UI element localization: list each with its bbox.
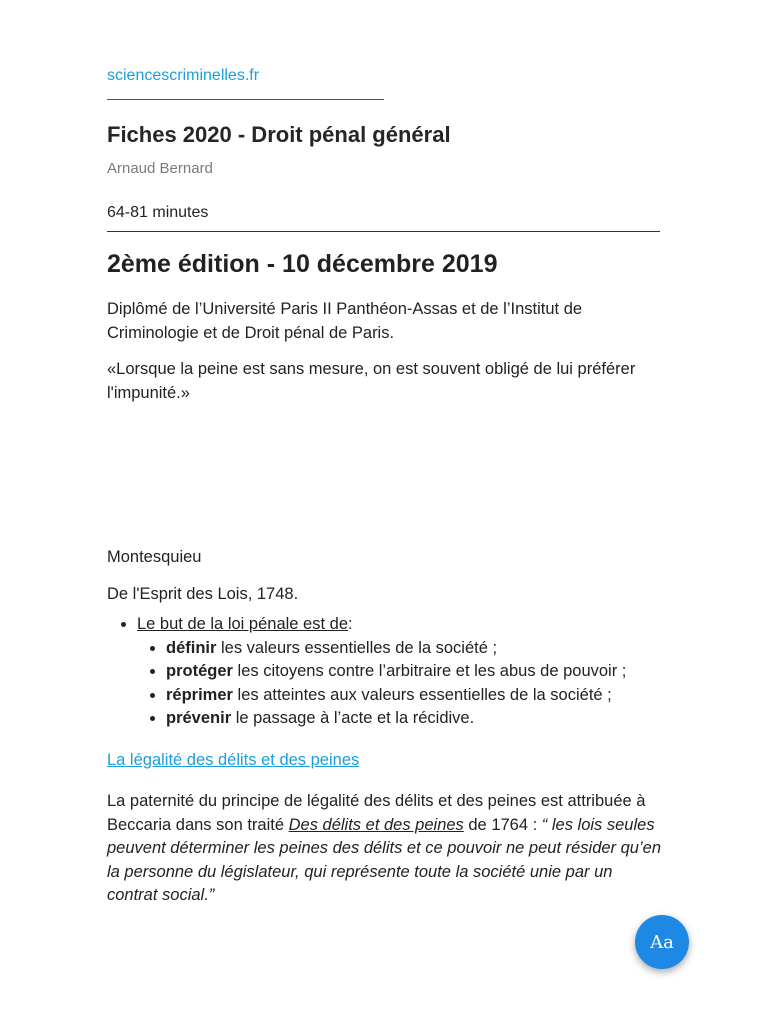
- site-divider: [107, 99, 384, 100]
- item-text: les atteintes aux valeurs essentielles de la société ;: [232, 685, 612, 704]
- item-text: le passage à l’acte et la récidive.: [231, 709, 475, 727]
- blank-space: [107, 405, 663, 546]
- item-text: les citoyens contre l’arbitraire et les abus de pouvoir ;: [232, 662, 627, 680]
- list-item: [166, 660, 663, 684]
- list-intro: Le but de la loi pénale est de: [137, 615, 348, 633]
- item-keyword: prévenir: [166, 709, 232, 727]
- paternite-paragraph: [107, 790, 663, 908]
- edition-heading: 2ème édition - 10 décembre 2019: [107, 250, 498, 278]
- purpose-sublist: [137, 637, 663, 731]
- site-link[interactable]: sciencescriminelles.fr: [107, 67, 260, 84]
- reading-time: 64-81 minutes: [107, 204, 209, 221]
- diploma-paragraph: Diplômé de l’Université Paris II Panthéon-Assas et de l’Institut de Criminologie et de Droit pénal de Paris.: [107, 300, 583, 342]
- section-link-legalite[interactable]: La légalité des délits et des peines: [107, 750, 360, 769]
- document-title: Fiches 2020 - Droit pénal général: [107, 122, 451, 147]
- item-keyword: réprimer: [166, 685, 233, 704]
- quote-source: De l'Esprit des Lois, 1748.: [107, 584, 299, 603]
- purpose-list: [107, 613, 663, 731]
- item-keyword: protéger: [166, 662, 233, 680]
- item-keyword: définir: [166, 638, 217, 657]
- beccaria-quote: “ les lois seules peuvent déterminer les peines des délits et ce pouvoir ne peut résider qu’en la personne du législateur, qui représente toute la société unie par un contrat social.”: [107, 815, 662, 904]
- article-body: [107, 298, 663, 908]
- list-item: [137, 613, 663, 731]
- epigraph-quote: «Lorsque la peine est sans mesure, on est souvent obligé de lui préférer l'impunité.»: [107, 360, 636, 402]
- list-item: [166, 637, 663, 661]
- list-item: [166, 684, 663, 708]
- quote-author: Montesquieu: [107, 548, 202, 566]
- item-text: les valeurs essentielles de la société ;: [216, 638, 498, 657]
- paternite-text: La paternité du principe de légalité des délits et des peines est attribuée à Beccaria dans son traité: [107, 792, 646, 834]
- text-settings-button[interactable]: Aa: [635, 915, 689, 969]
- list-item: [166, 707, 663, 731]
- header-divider: [107, 231, 660, 232]
- list-intro-colon: :: [348, 615, 353, 633]
- book-title: Des délits et des peines: [288, 815, 464, 834]
- author-name: Arnaud Bernard: [107, 160, 213, 177]
- paternite-after: de 1764 :: [463, 815, 542, 834]
